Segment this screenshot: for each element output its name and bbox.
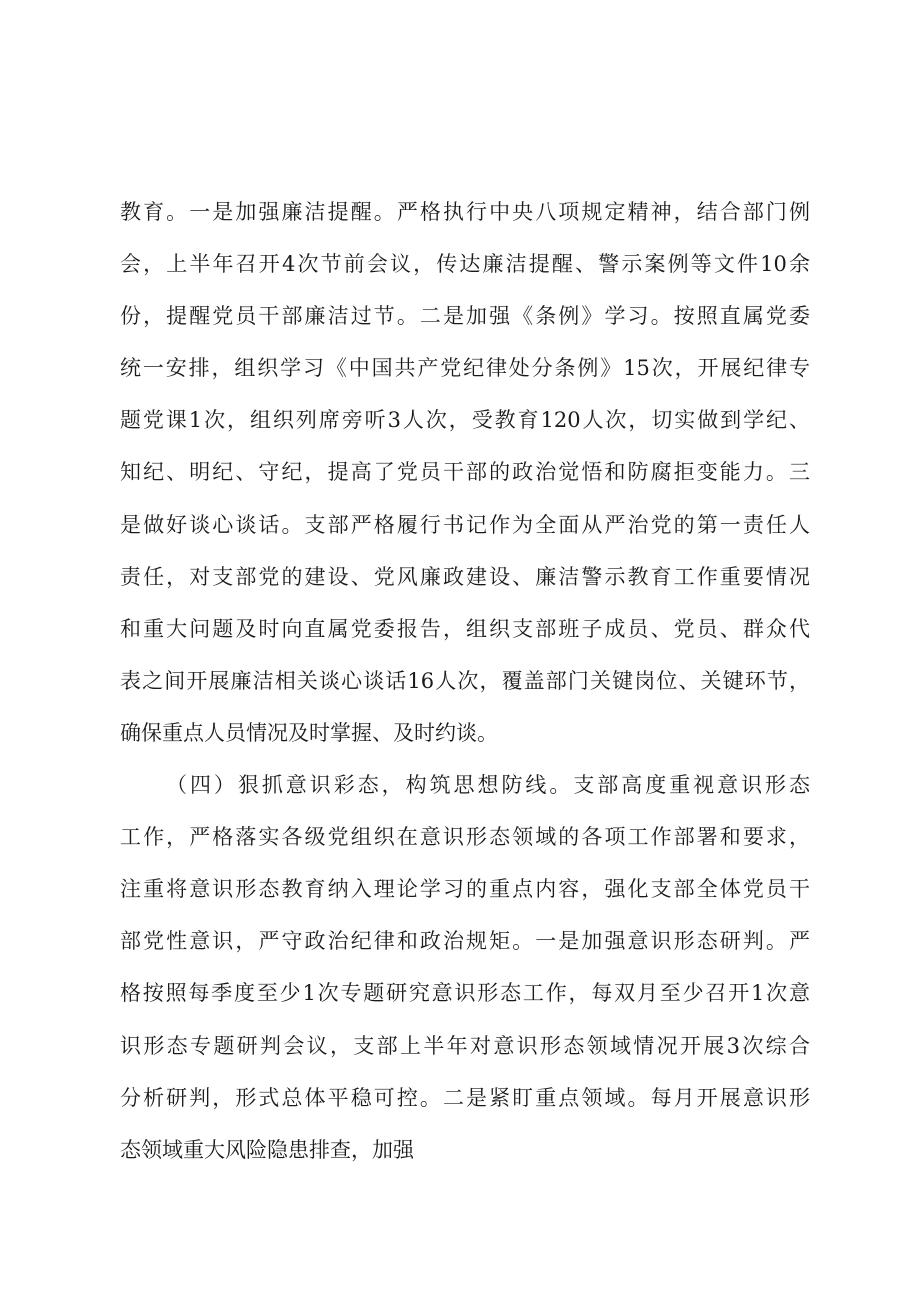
text-line: 部党性意识，严守政治纪律和政治规矩。一是加强意识形态研判。严 — [120, 929, 810, 954]
text-line: 工作，严格落实各级党组织在意识形态领域的各项工作部署和要求， — [120, 825, 810, 850]
text-line: 识形态专题研判会议，支部上半年对意识形态领域情况开展3次综合 — [120, 1033, 810, 1058]
text-line: 格按照每季度至少1次专题研究意识形态工作，每双月至少召开1次意 — [120, 981, 810, 1006]
text-line: 确保重点人员情况及时掌握、及时约谈。 — [120, 720, 498, 745]
text-line: 和重大问题及时向直属党委报告，组织支部班子成员、党员、群众代 — [120, 616, 810, 641]
text-line: 分析研判，形式总体平稳可控。二是紧盯重点领域。每月开展意识形 — [120, 1085, 810, 1110]
text-line: 统一安排，组织学习《中国共产党纪律处分条例》15次，开展纪律专 — [120, 356, 810, 381]
text-line: 责任，对支部党的建设、党风廉政建设、廉洁警示教育工作重要情况 — [120, 564, 810, 589]
text-line: 教育。一是加强廉洁提醒。严格执行中央八项规定精神，结合部门例 — [120, 200, 810, 224]
paragraph-1 — [120, 186, 810, 759]
paragraph-2 — [120, 759, 810, 1176]
text-line: 会，上半年召开4次节前会议，传达廉洁提醒、警示案例等文件10余 — [120, 252, 810, 277]
text-line: （四）狠抓意识彩态，构筑思想防线。支部高度重视意识形态 — [166, 773, 810, 798]
text-line: 是做好谈心谈话。支部严格履行书记作为全面从严治党的第一责任人 — [120, 512, 810, 537]
body-text — [120, 186, 810, 1176]
text-line: 表之间开展廉洁相关谈心谈话16人次，覆盖部门关键岗位、关键环节， — [120, 668, 810, 693]
text-line: 份，提醒党员干部廉洁过节。二是加强《条例》学习。按照直属党委 — [120, 304, 810, 329]
text-line: 知纪、明纪、守纪，提高了党员干部的政治觉悟和防腐拒变能力。三 — [120, 460, 810, 485]
text-line: 态领域重大风险隐患排查，加强 — [120, 1137, 414, 1162]
text-line: 注重将意识形态教育纳入理论学习的重点内容，强化支部全体党员干 — [120, 877, 810, 902]
text-line: 题党课1次，组织列席旁听3人次，受教育120人次，切实做到学纪、 — [120, 408, 810, 433]
